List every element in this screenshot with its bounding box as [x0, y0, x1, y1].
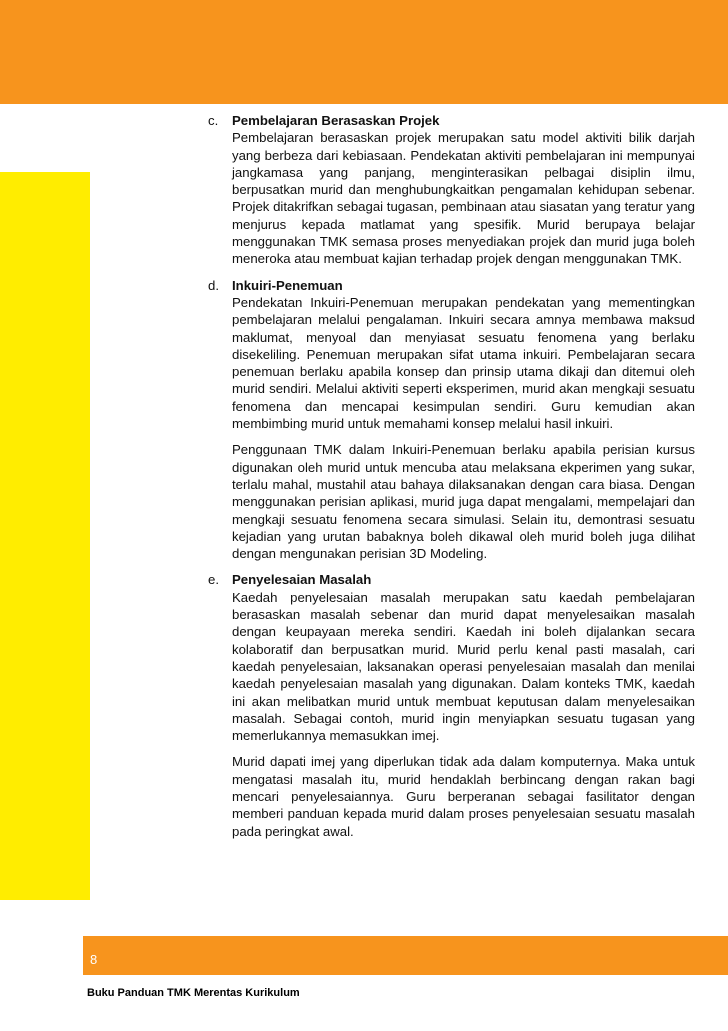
section-paragraph: Pendekatan Inkuiri-Penemuan merupakan pendekatan yang mementingkan pembelajaran melalui pengalaman. Inkuiri secara amnya membawa maksud maklumat, menyoal dan menyiasat sesuatu fenomena yang berlaku disekeliling. Penemuan merupakan sifat utama inkuiri. Pembelajaran secara penemuan berlaku apabila konsep dan prinsip utama dikaji dan ditemui oleh murid sendiri. Melalui aktiviti seperti eksperimen, murid akan mengkaji sesuatu fenomena dan mencapai kesimpulan sendiri. Guru kemudian akan membimbing murid untuk memahami konsep melalui hasil inkuiri.: [232, 294, 695, 432]
page-number: 8: [90, 952, 98, 967]
header-band: [0, 0, 728, 104]
side-accent-bar: [0, 172, 90, 900]
section-c: [208, 112, 695, 268]
section-paragraph: Kaedah penyelesaian masalah merupakan satu kaedah pembelajaran berasaskan masalah sebenar dan murid dapat menyelesaikan masalah dengan keupayaan mereka sendiri. Kaedah ini boleh dijalankan secara kolaboratif dan berpusatkan murid. Murid perlu kenal pasti masalah, cari kaedah penyelesaian, laksanakan operasi penyelesaian masalah dan menilai kaedah penyelesaian masalah yang digunakan. Dalam konteks TMK, kaedah ini akan melibatkan murid untuk membuat keputusan dalam menyelesaikan masalah. Sebagai contoh, murid ingin menyiapkan sesuatu tugasan yang memerlukannya memasukkan imej.: [232, 589, 695, 744]
section-letter: d.: [208, 277, 219, 293]
footer-title: Buku Panduan TMK Merentas Kurikulum: [87, 987, 300, 999]
footer-strip: [83, 936, 728, 975]
section-d: [208, 277, 695, 563]
section-heading: Inkuiri-Penemuan: [232, 277, 343, 293]
section-paragraph: Murid dapati imej yang diperlukan tidak ada dalam komputernya. Maka untuk mengatasi masalah itu, murid hendaklah berbincang dengan rakan bagi mencari penyelesaiannya. Guru berperanan sebagai fasilitator dengan memberi panduan kepada murid dalam proses penyelesaian sesuatu masalah pada peringkat awal.: [232, 754, 695, 839]
main-content: [208, 112, 695, 849]
section-e: [208, 571, 695, 839]
section-letter: e.: [208, 572, 219, 588]
section-paragraph: Pembelajaran berasaskan projek merupakan satu model aktiviti bilik darjah yang berbeza dari kebiasaan. Pendekatan aktiviti pembelajaran ini mempunyai jangkamasa yang panjang, menginterasikan pelbagai disiplin ilmu, berpusatkan murid dan menghubungkaitkan pengamalan kehidupan sebenar. Projek ditakrifkan sebagai tugasan, pembinaan atau siasatan yang teratur yang menjurus kepada matlamat yang spesifik. Murid berupaya belajar menggunakan TMK semasa proses menyediakan projek dan murid juga boleh meneroka atau membuat kajian terhadap projek dengan menggunakan TMK.: [232, 130, 695, 267]
section-heading: Pembelajaran Berasaskan Projek: [232, 113, 440, 128]
section-letter: c.: [208, 113, 219, 128]
section-heading: Penyelesaian Masalah: [232, 572, 372, 588]
section-paragraph: Penggunaan TMK dalam Inkuiri-Penemuan berlaku apabila perisian kursus digunakan oleh murid untuk mencuba atau melaksana ekperimen yang sukar, terlalu mahal, mustahil atau bahaya dilaksanakan dengan cara biasa. Dengan menggunakan perisian aplikasi, murid juga dapat mengalami, mempelajari dan mengkaji sesuatu fenomena secara simulasi. Selain itu, demontrasi sesuatu kejadian yang urutan babaknya boleh dikawal oleh murid boleh juga dilihat dengan mengunakan perisian 3D Modeling.: [232, 442, 695, 562]
